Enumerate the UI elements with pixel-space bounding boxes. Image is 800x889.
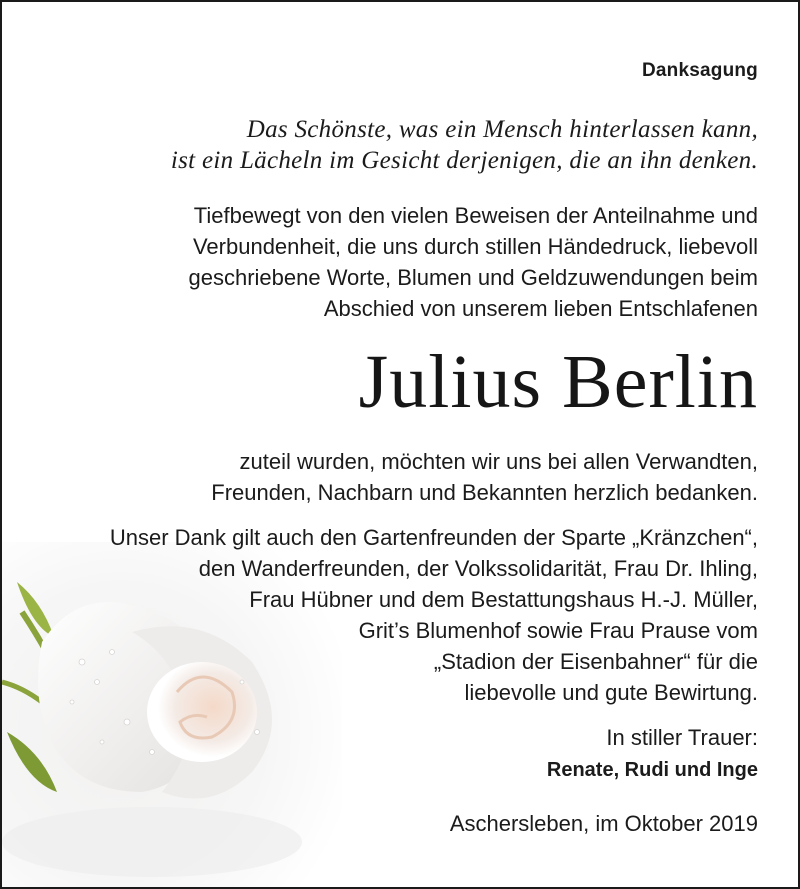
acknowledgement-line: den Wanderfreunden, der Volkssolidarität, Frau Dr. Ihling, [198, 556, 758, 581]
mourner-names: Renate, Rudi und Inge [546, 759, 758, 781]
mourning-label: In stiller Trauer: [606, 725, 758, 750]
thanks-paragraph [211, 446, 758, 508]
acknowledgement-line: Unser Dank gilt auch den Gartenfreunden der Sparte „Kränzchen“, [109, 525, 758, 550]
deceased-name: Julius Berlin [358, 340, 758, 424]
notice-heading: Danksagung [641, 60, 758, 81]
acknowledgement-line: Grit’s Blumenhof sowie Frau Prause vom [358, 618, 758, 643]
closing-block [547, 722, 758, 786]
memorial-quote [171, 114, 758, 176]
acknowledgement-line: liebevolle und gute Bewirtung. [464, 680, 758, 705]
intro-line: Abschied von unserem lieben Entschlafenen [323, 296, 758, 321]
intro-paragraph [58, 200, 758, 324]
acknowledgement-paragraph [18, 522, 758, 708]
quote-line: ist ein Lächeln im Gesicht derjenigen, die an ihn denken. [170, 147, 758, 174]
thanks-line: Freunden, Nachbarn und Bekannten herzlich bedanken. [211, 480, 758, 505]
quote-line: Das Schönste, was ein Mensch hinterlassen kann, [246, 116, 758, 143]
intro-line: Tiefbewegt von den vielen Beweisen der Anteilnahme und [193, 203, 758, 228]
place-and-date: Aschersleben, im Oktober 2019 [449, 811, 758, 836]
acknowledgement-line: „Stadion der Eisenbahner“ für die [433, 649, 758, 674]
thanks-line: zuteil wurden, möchten wir uns bei allen Verwandten, [239, 449, 758, 474]
intro-line: Verbundenheit, die uns durch stillen Händedruck, liebevoll [192, 234, 758, 259]
intro-line: geschriebene Worte, Blumen und Geldzuwendungen beim [188, 265, 758, 290]
acknowledgement-line: Frau Hübner und dem Bestattungshaus H.-J. Müller, [249, 587, 758, 612]
